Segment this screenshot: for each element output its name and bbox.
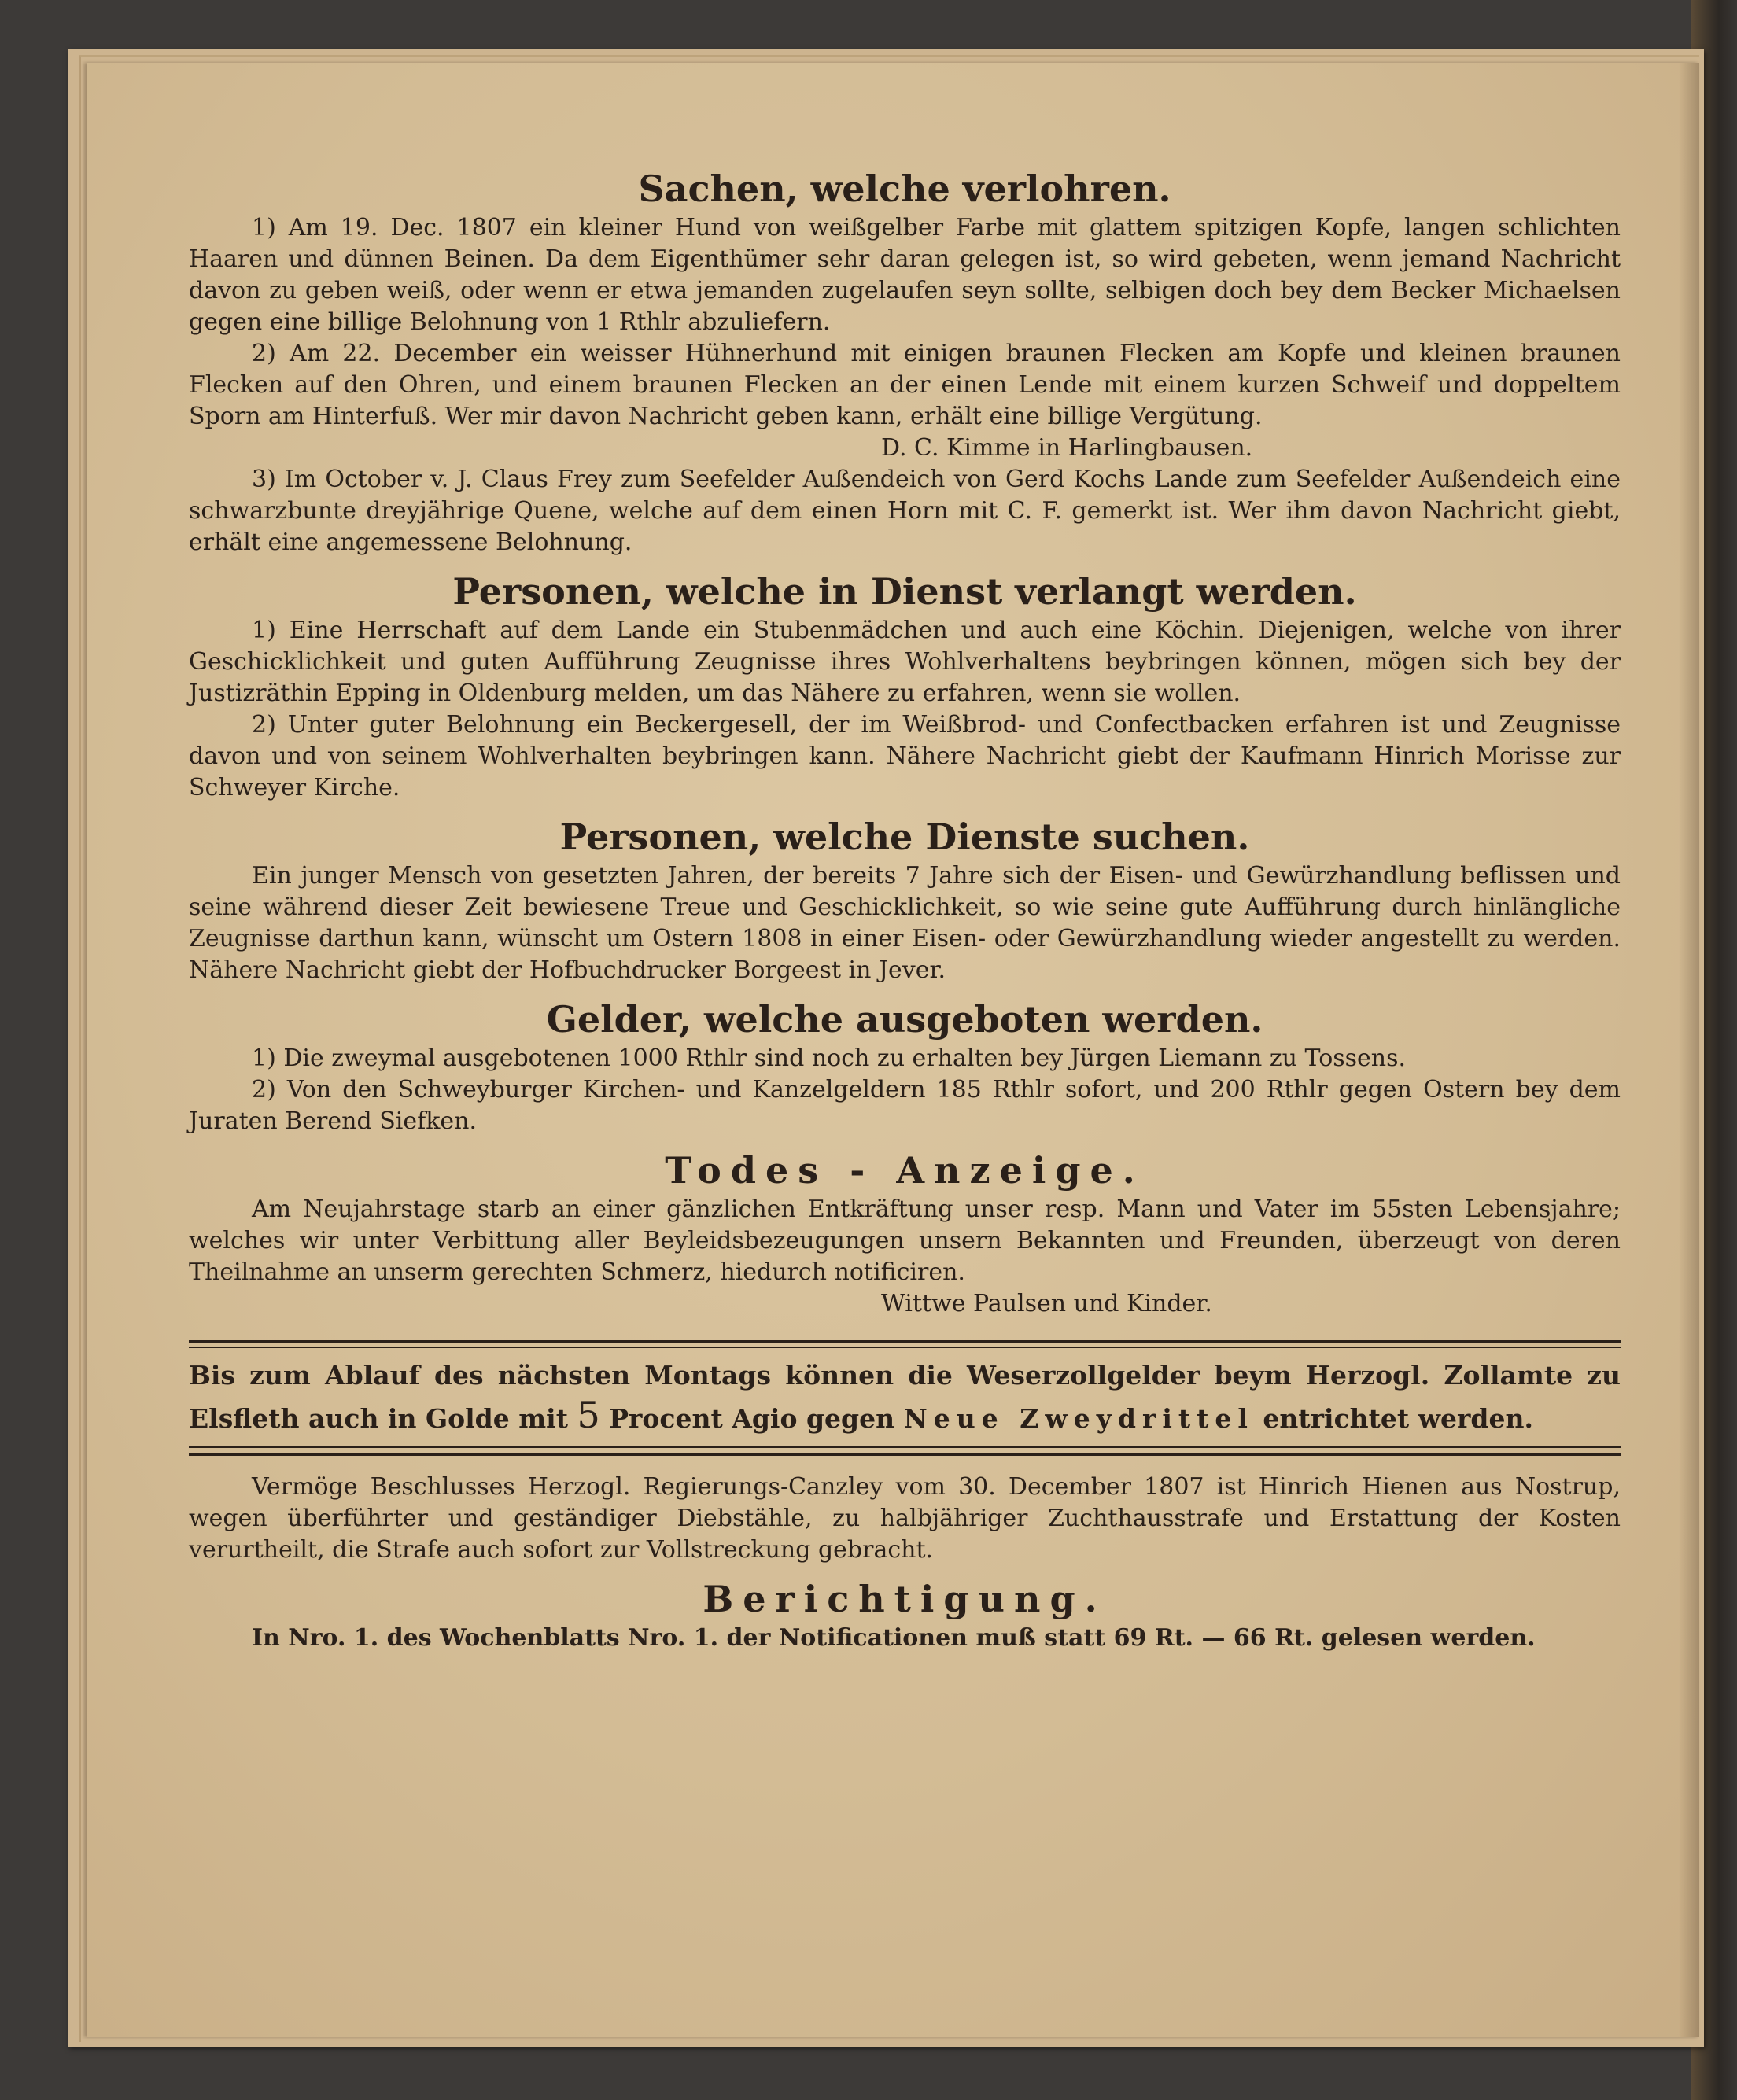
section-heading-service-wanted: Personen, welche in Dienst verlangt werden.: [452, 570, 1357, 613]
section-decree: [189, 1472, 1621, 1566]
section-heading-correction: Berichtigung.: [703, 1578, 1107, 1620]
death-notice-text: Am Neujahrstage starb an einer gänzlichen Entkräftung unser resp. Mann und Vater im 55sten Lebensjahre; welches wir unter Verbittung aller Beyleidsbezeugungen unsern Bekannten und Freunden, überzeugt von deren Theilnahme an unserm gerechten Schmerz, hiedurch notificiren.: [189, 1196, 1621, 1286]
money-item-1: 1) Die zweymal ausgebotenen 1000 Rthlr sind noch zu erhalten bey Jürgen Liemann zu Tossens.: [252, 1044, 1407, 1072]
section-heading-service-seeking: Personen, welche Dienste suchen.: [559, 816, 1250, 858]
section-heading-death: Todes - Anzeige.: [665, 1149, 1145, 1192]
section-service-seeking: [189, 813, 1621, 986]
rule-bottom-thin: [189, 1446, 1621, 1448]
customs-notice-part3: entrichtet werden.: [1263, 1403, 1533, 1434]
rule-top-thin: [189, 1347, 1621, 1348]
section-heading-money: Gelder, welche ausgeboten werden.: [546, 998, 1263, 1041]
service-wanted-item-1: 1) Eine Herrschaft auf dem Lande ein Stubenmädchen und auch eine Köchin. Diejenigen, welche von ihrer Geschicklichkeit und guten Aufführung Zeugnisse ihres Wohlverhaltens beybringen können, mögen sich bey der Justizräthin Epping in Oldenburg melden, um das Nähere zu erfahren, wenn sie wollen.: [189, 617, 1621, 707]
service-wanted-item-2: 2) Unter guter Belohnung ein Beckergesell, der im Weißbrod- und Confectbacken erfahren ist und Zeugnisse davon und von seinem Wohlverhalten beybringen kann. Nähere Nachricht giebt der Kaufmann Hinrich Morisse zur Schweyer Kirche.: [189, 711, 1621, 801]
page-content: [189, 165, 1621, 1654]
section-lost-items: [189, 165, 1621, 558]
rule-top-thick: [189, 1340, 1621, 1343]
customs-notice: [189, 1356, 1621, 1439]
section-money-offered: [189, 996, 1621, 1137]
lost-item-1: 1) Am 19. Dec. 1807 ein kleiner Hund von weißgelber Farbe mit glattem spitzigen Kopfe, langen schlichten Haaren und dünnen Beinen. Da dem Eigenthümer sehr daran gelegen ist, so wird gebeten, wenn jemand Nachricht davon zu geben weiß, oder wenn er etwa jemanden zugelaufen seyn sollte, selbigen doch bey dem Becker Michaelsen gegen eine billige Belohnung von 1 Rthlr abzuliefern.: [189, 214, 1621, 336]
customs-notice-part2: Procent Agio gegen: [609, 1403, 895, 1434]
customs-notice-coin: Neue Zweydrittel: [903, 1403, 1254, 1434]
section-death-notice: [189, 1147, 1621, 1320]
lost-item-3: 3) Im October v. J. Claus Frey zum Seefelder Außendeich von Gerd Kochs Lande zum Seefelder Außendeich eine schwarzbunte dreyjährige Quene, welche auf dem einen Horn mit C. F. gemerkt ist. Wer ihm davon Nachricht giebt, erhält eine angemessene Belohnung.: [189, 466, 1621, 556]
decree-text: Vermöge Beschlusses Herzogl. Regierungs-Canzley vom 30. December 1807 ist Hinrich Hienen aus Nostrup, wegen überführter und geständiger Diebstähle, zu halbjähriger Zuchthausstrafe und Erstattung der Kosten verurtheilt, die Strafe auch sofort zur Vollstreckung gebracht.: [189, 1473, 1621, 1564]
customs-notice-number: 5: [577, 1394, 600, 1436]
lost-item-2: 2) Am 22. December ein weisser Hühnerhund mit einigen braunen Flecken am Kopfe und kleinen braunen Flecken auf den Ohren, und einem braunen Flecken an der einen Lende mit einem kurzen Schweif und doppeltem Sporn am Hinterfuß. Wer mir davon Nachricht geben kann, erhält eine billige Vergütung.: [189, 340, 1621, 430]
correction-text: In Nro. 1. des Wochenblatts Nro. 1. der Notificationen muß statt 69 Rt. — 66 Rt. gelesen werden.: [252, 1624, 1536, 1652]
death-notice-signature: Wittwe Paulsen und Kinder.: [881, 1290, 1212, 1317]
money-item-2: 2) Von den Schweyburger Kirchen- und Kanzelgeldern 185 Rthlr sofort, und 200 Rthlr gegen Ostern bey dem Juraten Berend Siefken.: [189, 1076, 1621, 1135]
section-service-wanted: [189, 568, 1621, 804]
section-correction: [189, 1575, 1621, 1654]
service-seeking-item-1: Ein junger Mensch von gesetzten Jahren, der bereits 7 Jahre sich der Eisen- und Gewürzhandlung beflissen und seine während dieser Zeit bewiesene Treue und Geschicklichkeit, so wie seine gute Aufführung durch hinlängliche Zeugnisse darthun kann, wünscht um Ostern 1808 in einer Eisen- oder Gewürzhandlung wieder angestellt zu werden. Nähere Nachricht giebt der Hofbuchdrucker Borgeest in Jever.: [189, 862, 1621, 984]
customs-notice-part1: Bis zum Ablauf des nächsten Montags können die Weserzollgelder beym Herzogl. Zollamte zu Elsfleth auch in Golde mit: [189, 1360, 1621, 1434]
section-heading-lost: Sachen, welche verlohren.: [638, 168, 1171, 210]
lost-item-2-signature: D. C. Kimme in Harlingbausen.: [881, 434, 1253, 462]
